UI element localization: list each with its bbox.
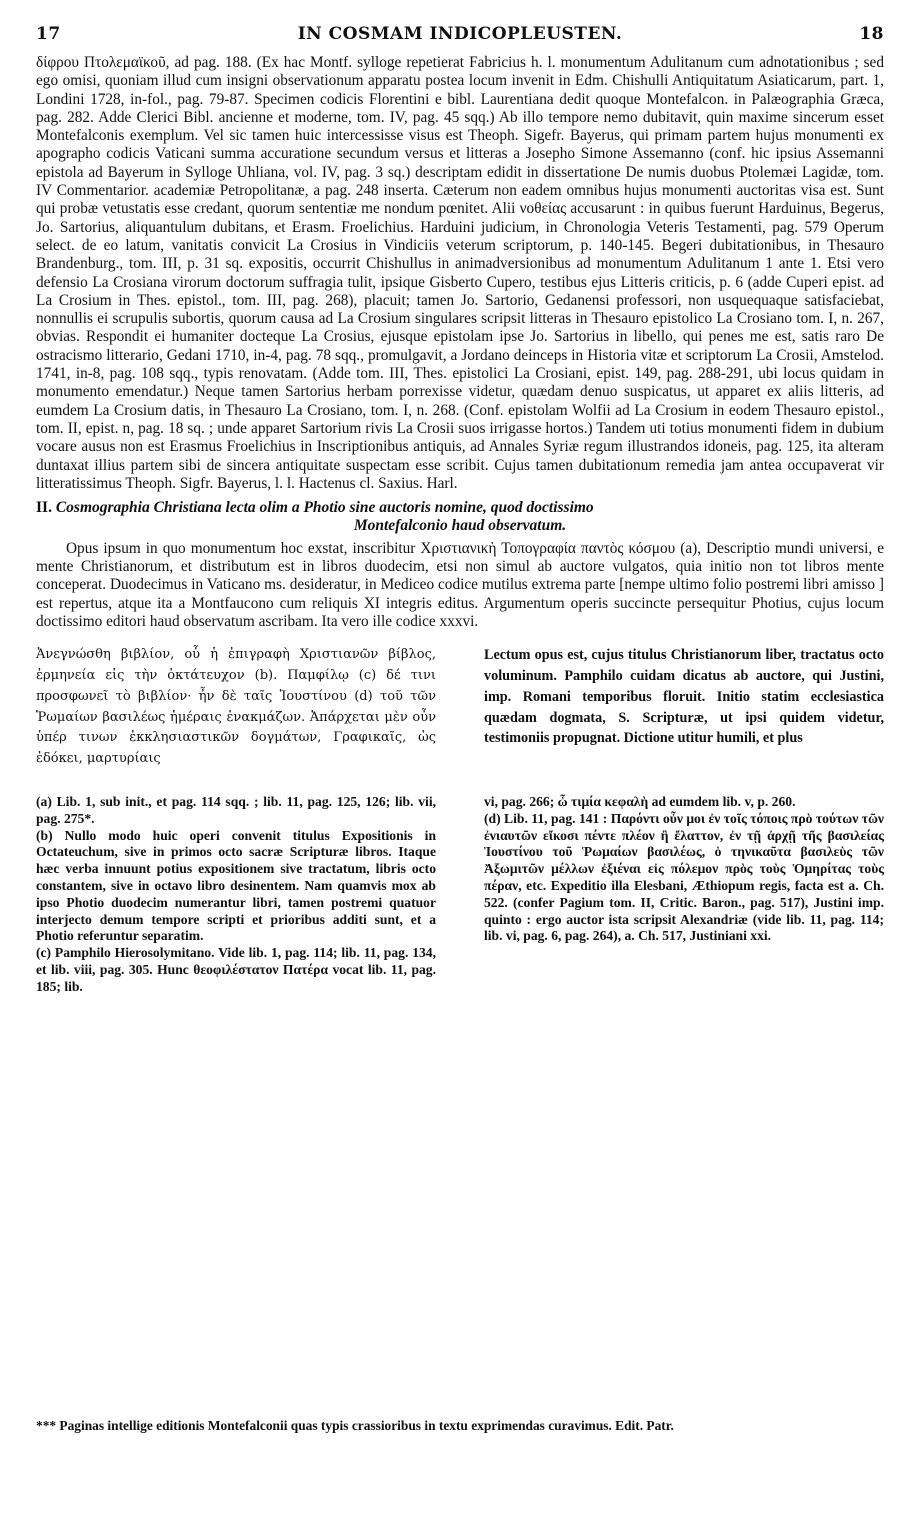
- footnotes: [36, 794, 884, 996]
- editor-footnote: *** Paginas intellige editionis Montefalconii quas typis crassioribus in textu exprimendas curavimus. Edit. Patr.: [36, 1418, 674, 1433]
- page-number-right: 18: [859, 24, 884, 44]
- section-heading: [36, 499, 884, 536]
- latin-column: Lectum opus est, cujus titulus Christianorum liber, tractatus octo voluminum. Pamphilo cuidam dicatus ab auctore, qui Justini, imp. Romani temporibus floruit. Initio statim ecclesiastica quædam dogmata, S. Scripturæ, ut ipsi quidem videtur, testimoniis propugnat. Dictione utitur humili, et plus: [484, 647, 884, 747]
- note-b: (b) Nullo modo huic operi convenit titulus Expositionis in Octateuchum, sive in primos octo sacræ Scripturæ libros. Itaque hæc verba innuunt potius expositionem sive tractatum, libris octo constantem, sive in octavo libro desinentem. Nam quamvis mox ab ipso Photio duodecim numerantur libri, tamen postremi quatuor interjecto demum tempore scripti et prioribus additi sunt, et a Photio referuntur separatim.: [36, 827, 436, 944]
- section-paragraph: Opus ipsum in quo monumentum hoc exstat, inscribitur Χριστιανικὴ Τοπογραφία παντὸς κόσμου (a), Descriptio mundi universi, e mente Christianorum, et distributum est in libros duodecim, etsi non simul ab auctore vulgatos, quia initio non tot libros mente conceperat. Duodecimus in Vaticano ms. desideratur, in Mediceo codice mutilus extrema parte [nempe ultimo folio postremi libri amisso ] est repertus, atque ita a Montfaucono cum reliquis XI integris editus. Argumentum operis succincte persequitur Photius, cujus locum doctissimo editori haud observatum ascribam. Ita vero ille codice xxxvi.: [36, 539, 884, 630]
- document-page: [36, 24, 884, 1524]
- continuation-paragraph: δίφρου Πτολεμαϊκοῦ, ad pag. 188. (Ex hac Montf. sylloge repetierat Fabricius h. l. monumentum Adulitanum cum adnotationibus ; sed ego omisi, quoniam illud cum insigni observationum apparatu postea locum invenit in Edm. Chishulli Antiquitatum Asiaticarum, part. 1, Londini 1728, in-fol., pag. 79-87. Specimen codicis Florentini e bibl. Laurentiana dedit quoque Montefalcon. in Palæographia Græca, pag. 282. Adde Clerici Bibl. ancienne et moderne, tom. IV, pag. 45 sqq.) Ab illo tempore nemo dubitavit, quin maxime sincerum esset Montefalconis exemplum. Vel sic tamen huic intercessisse visus est Theoph. Sigefr. Bayerus, qui primam partem hujus monumenti ex apographo codicis Vaticani summa accuratione secundum versus et litteras a Josepho Simone Assemanno (conf. hic ipsius Assemanni epistola ad Bayerum in Sylloge Uhliana, vol. IV, pag. 3 sq.) descriptam edidit in dissertatione De numis duobus Ptolemæi Lagidæ, tom. IV Commentarior. academiæ Petropolitanæ, a pag. 248 inserta. Cæterum non eadem omnibus hujus monumenti auctoritas visa est. Sunt qui probæ vetustatis esse credant, quorum sententiæ me nondum pœnitet. Alii νοθείας accusarunt : in quibus fuerunt Harduinus, Begerus, Jo. Sartorius, aliquantulum dubitans, et Erasm. Froelichius. Harduini judicium, in Chronologia Veteris Testamenti, pag. 579 Operum select. de eo latum, vanitatis convicit La Crosius in Vindiciis veterum scriptorum, p. 140-145. Begeri dubitationibus, in Thesauro Brandenburg., tom. III, p. 31 sq. expositis, occurrit Chishullus in animadversionibus ad monumentum Adulitanum 1 ante 1. Etsi vero defensio La Crosiana virorum doctorum suffragia tulit, ipsique Gisberto Cupero, testibus ejus Litteris criticis, p. 6 (adde Cuperi epist. ad La Crosium in Thes. epistol., tom. III, pag. 268), placuit; tamen Jo. Sartorio, Gedanensi professori, non usquequaque satisfaciebat, nonnullis ei scrupulis subortis, quorum causa ad La Crosium singulares scripsit litteras in Thesauro epistolico La Crosiano tom. I, n. 267, obvias. Respondit ei humaniter docteque La Crosius, ejusque epistolam ipse Jo. Sartorius in libello, qui penes me est, satis raro De ostracismo litterario, Gedani 1710, in-4, pag. 78 sqq., promulgavit, a Jordano deinceps in Historia vitæ et scriptorum La Crosii, Amstelod. 1741, in-8, pag. 108 sqq., typis renovatam. (Adde tom. III, Thes. epistolici La Crosiani, epist. 149, pag. 288-291, ubi locus quidam in monumento emendatur.) Neque tamen Sartorius herbam porrexisse videtur, quædam denuo suspicatus, ut apparet ex aliis litteris, ad eumdem La Crosium datis, in Thesauro La Crosiano, tom. I, n. 268. (Conf. epistolam Wolfii ad La Crosium in eodem Thesauro epistol., tom. II, epist. n, pag. 18 sq. ; unde apparet Sartorium rivis La Crosii suos irrigasse hortos.) Tandem uti totius monumenti fidem in dubium vocare ausus non est Erasmus Froelichius in Inscriptionibus antiquis, ad Annales Syriæ regum illustrandos idoneis, pag. 125, ita alteram duntaxat illius partem sibi de sincera antiquitate suspectam esse scribit. Cujus tamen dubitationum remedia jam antea occupaverat vir litteratissimus Theoph. Sigfr. Bayerus, l. l. Hactenus cl. Saxius. Harl.: [36, 54, 884, 492]
- notes-left-column: [36, 794, 436, 996]
- notes-right-column: [484, 794, 884, 996]
- section-text: [36, 540, 884, 631]
- greek-column: Ἀνεγνώσθη βιβλίον, οὗ ἡ ἐπιγραφὴ Χριστιανῶν βίβλος, ἑρμηνεία εἰς τὴν ὀκτάτευχον (b). Παμφίλῳ (c) δέ τινι προσφωνεῖ τὸ βιβλίον· ἦν δὲ ταῖς Ἰουστίνου (d) τοῦ τῶν Ῥωμαίων βασιλέως ἡμέραις ἐνακμάζων. Ἀπάρχεται μὲν οὖν ὑπέρ τινων ἐκκλησιαστικῶν δογμάτων, Γραφικαῖς, ὡς ἐδόκει, μαρτυρίαις: [36, 647, 436, 767]
- parallel-text: [36, 645, 884, 770]
- note-c-continued: vi, pag. 266; ὦ τιμία κεφαλὴ ad eumdem lib. v, p. 260.: [484, 793, 796, 809]
- section-title-line1: Cosmographia Christiana lecta olim a Photio sine auctoris nomine, quod doctissimo: [55, 499, 594, 517]
- section-number: II.: [36, 499, 52, 517]
- section-title-line2: Montefalconio haud observatum.: [353, 517, 567, 535]
- note-a: (a) Lib. 1, sub init., et pag. 114 sqq. ; lib. 11, pag. 125, 126; lib. vii, pag. 275*.: [36, 793, 436, 826]
- note-d: (d) Lib. 11, pag. 141 : Παρόντι οὖν μοι ἐν τοῖς τόποις πρὸ τούτων τῶν ἐνιαυτῶν εἴκοσι πέντε πλέον ἢ ἔλαττον, ἐν τῇ ἀρχῇ τῆς βασιλείας Ἰουστίνου τοῦ Ῥωμαίων βασιλέως, ὁ τηνικαῦτα βασιλεὺς τῶν Ἀξωμιτῶν μέλλων ἐξιέναι εἰς πόλεμον πρὸς τοὺς Ὁμηρίτας τοὺς πέραν, etc. Expeditio illa Elesbani, Æthiopum regis, facta est a. Ch. 522. (confer Pagium tom. II, Critic. Baron., pag. 517), Justini imp. quinto : ergo auctor ista scripsit Alexandriæ (vide lib. 11, pag. 114; lib. vi, pag. 6, pag. 264), a. Ch. 517, Justiniani xxi.: [484, 810, 884, 944]
- running-title: IN COSMAM INDICOPLEUSTEN.: [297, 24, 623, 44]
- main-text: [36, 54, 884, 493]
- page-number-left: 17: [36, 24, 61, 44]
- running-header: [36, 24, 884, 54]
- note-c: (c) Pamphilo Hierosolymitano. Vide lib. 1, pag. 114; lib. 11, pag. 134, et lib. viii, pag. 305. Hunc θεοφιλέστατον Πατέρα vocat lib. 11, pag. 185; lib.: [36, 945, 436, 994]
